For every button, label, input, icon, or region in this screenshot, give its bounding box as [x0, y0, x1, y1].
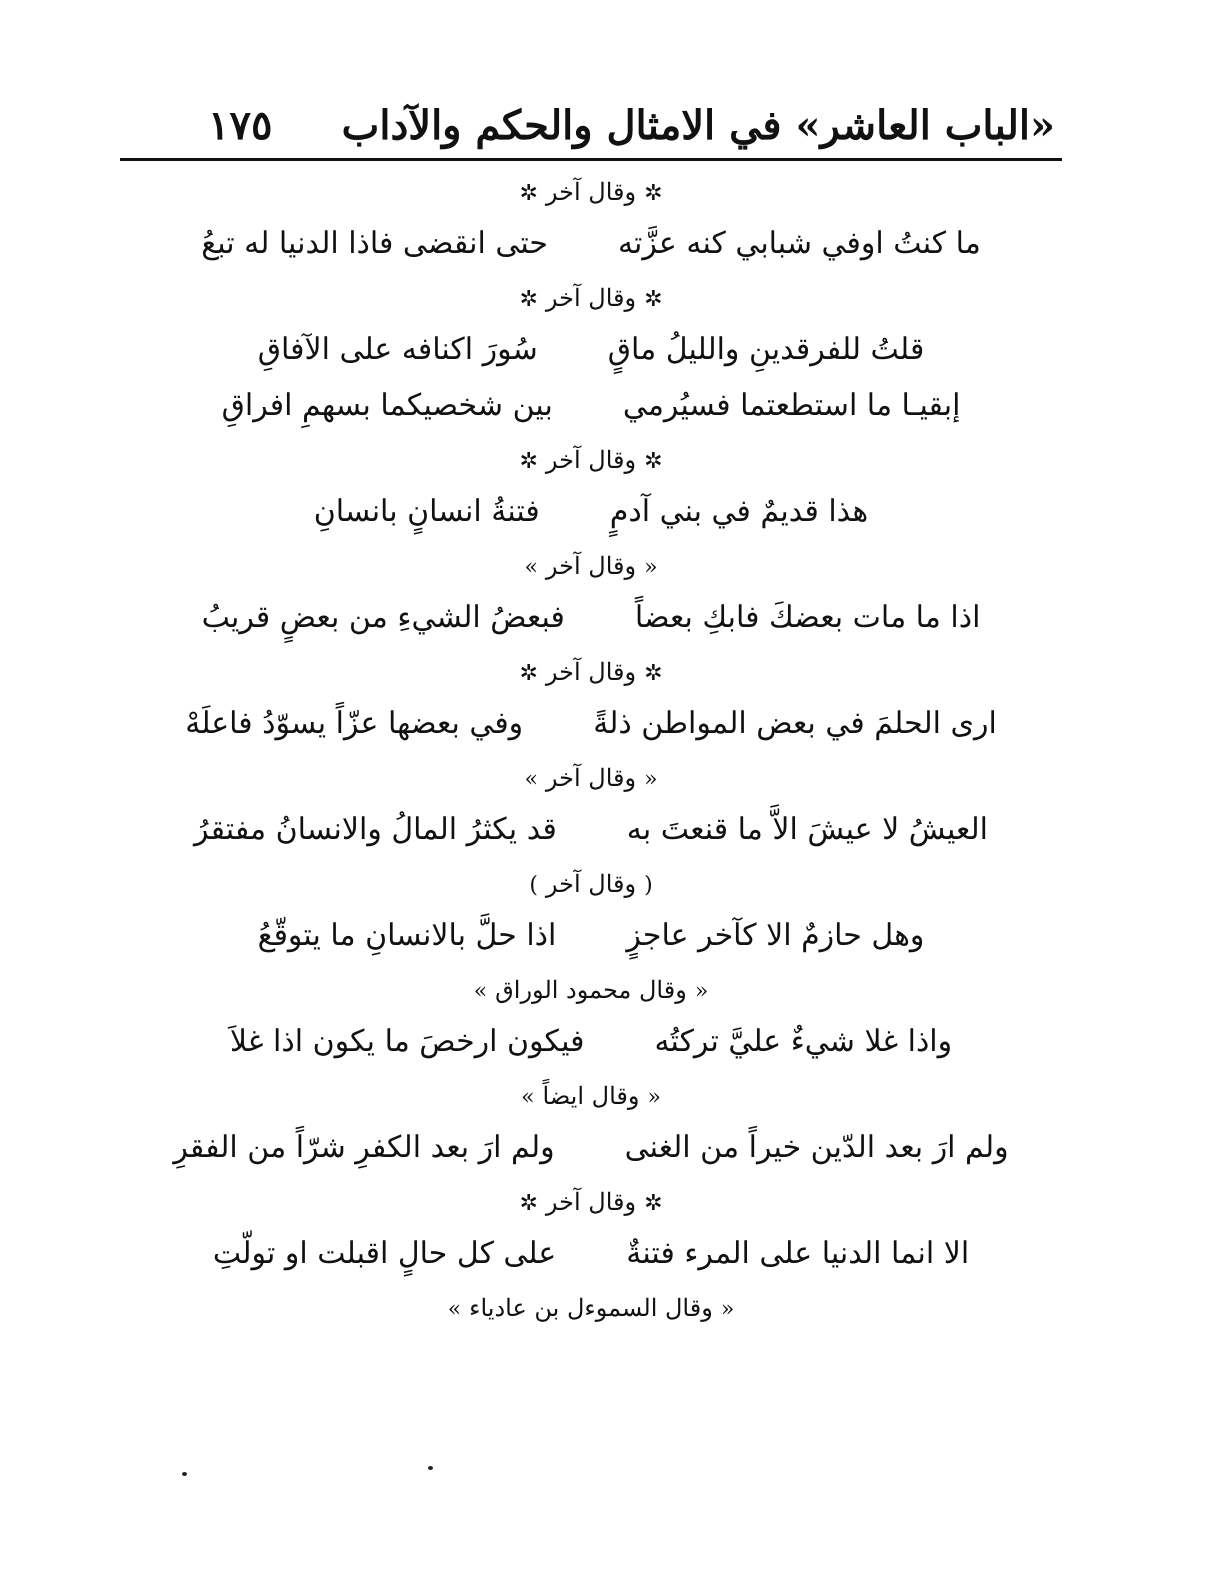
verse-second-hemistich: حتى انقضى فاذا الدنيا له تبعُ: [201, 225, 548, 261]
section-heading: [120, 751, 1062, 801]
verse-line: [120, 483, 1062, 539]
verse-line: [120, 377, 1062, 433]
ornament-icon: ✲: [644, 661, 663, 686]
verse-second-hemistich: وفي بعضها عزّاً يسوّدُ فاعلَهْ: [185, 705, 524, 741]
verse-first-hemistich: اذا ما مات بعضكَ فابكِ بعضاً: [634, 599, 981, 635]
ornament-icon: ✲: [644, 287, 663, 312]
section-heading: [120, 645, 1062, 695]
running-title: «الباب العاشر» في الامثال والحكم والآداب: [341, 102, 1055, 149]
verse-second-hemistich: بين شخصيكما بسهمِ افراقِ: [221, 387, 553, 423]
verse-line: [120, 1119, 1062, 1175]
verse-line: [120, 321, 1062, 377]
close-quote-mark: »: [524, 555, 538, 580]
verse-second-hemistich: على كل حالٍ اقبلت او تولّتِ: [212, 1235, 557, 1271]
open-quote-mark: «: [647, 1085, 661, 1110]
close-quote-mark: »: [447, 1297, 462, 1322]
verse-second-hemistich: فيكون ارخصَ ما يكون اذا غلاَ: [229, 1023, 585, 1059]
verse-first-hemistich: ارى الحلمَ في بعض المواطن ذلةً: [593, 705, 997, 741]
verse-line: [120, 1225, 1062, 1281]
verse-second-hemistich: قد يكثرُ المالُ والانسانُ مفتقرُ: [194, 811, 557, 847]
section-heading-text: وقال آخر: [545, 178, 637, 206]
verse-first-hemistich: هذا قديمٌ في بني آدمٍ: [609, 493, 869, 529]
section-heading: [120, 1175, 1062, 1225]
header-rule: [120, 158, 1062, 161]
section-heading: [120, 433, 1062, 483]
verse-first-hemistich: قلتُ للفرقدينِ والليلُ ماقٍ: [607, 331, 925, 367]
section-heading: [120, 271, 1062, 321]
close-quote-mark: »: [521, 1085, 535, 1110]
verse-first-hemistich: الا انما الدنيا على المرء فتنةٌ: [626, 1235, 970, 1271]
verse-line: [120, 1013, 1062, 1069]
section-heading-text: وقال ايضاً: [542, 1082, 640, 1110]
section-heading: [120, 963, 1062, 1013]
ornament-icon: ✲: [644, 449, 663, 474]
verse-second-hemistich: فبعضُ الشيءِ من بعضٍ قريبُ: [201, 599, 565, 635]
verse-first-hemistich: ولم ارَ بعد الدّين خيراً من الغنى: [624, 1129, 1009, 1165]
open-quote-mark: «: [644, 555, 658, 580]
poem-content: [120, 165, 1062, 1331]
ornament-icon: ✲: [519, 181, 538, 206]
verse-line: [120, 215, 1062, 271]
section-heading: [120, 165, 1062, 215]
verse-second-hemistich: سُورَ اكنافه على الآفاقِ: [257, 331, 538, 367]
ornament-icon: ✲: [644, 1191, 663, 1216]
verse-line: [120, 907, 1062, 963]
section-heading-text: وقال آخر: [545, 284, 637, 312]
verse-first-hemistich: العيشُ لا عيشَ الاَّ ما قنعتَ به: [626, 811, 988, 847]
ornament-icon: ✲: [519, 287, 538, 312]
open-quote-mark: «: [644, 767, 658, 792]
verse-first-hemistich: واذا غلا شيءٌ عليَّ تركتُه: [654, 1023, 953, 1059]
ornament-icon: ✲: [644, 181, 663, 206]
section-heading-text: وقال محمود الوراق: [495, 976, 687, 1004]
section-heading-text: وقال آخر: [545, 446, 637, 474]
verse-second-hemistich: اذا حلَّ بالانسانِ ما يتوقّعُ: [257, 917, 557, 953]
open-quote-mark: «: [694, 979, 709, 1004]
section-heading: [120, 1069, 1062, 1119]
ornament-icon: ✲: [519, 449, 538, 474]
open-paren-mark: (: [644, 873, 653, 898]
section-heading-text: وقال آخر: [545, 1188, 637, 1216]
verse-line: [120, 801, 1062, 857]
close-paren-mark: ): [529, 873, 538, 898]
section-heading: [120, 539, 1062, 589]
close-quote-mark: »: [524, 767, 538, 792]
ornament-icon: ✲: [519, 1191, 538, 1216]
verse-first-hemistich: ما كنتُ اوفي شبابي كنه عزَّته: [617, 225, 981, 261]
section-heading-text: وقال آخر: [545, 552, 637, 580]
print-speck: [182, 1472, 187, 1476]
section-heading-text: وقال السموءل بن عادياء: [469, 1294, 713, 1322]
verse-line: [120, 589, 1062, 645]
print-speck: [428, 1466, 433, 1470]
verse-line: [120, 695, 1062, 751]
page-number: ١٧٥: [208, 102, 273, 149]
section-heading-text: وقال آخر: [545, 764, 637, 792]
verse-second-hemistich: ولم ارَ بعد الكفرِ شرّاً من الفقرِ: [173, 1129, 555, 1165]
section-heading: [120, 1281, 1062, 1331]
running-head: [118, 96, 1063, 160]
verse-first-hemistich: إبقيـا ما استطعتما فسيُرمي: [622, 387, 961, 423]
close-quote-mark: »: [473, 979, 488, 1004]
verse-second-hemistich: فتنةُ انسانٍ بانسانِ: [313, 493, 540, 529]
section-heading-text: وقال آخر: [545, 870, 637, 898]
ornament-icon: ✲: [519, 661, 538, 686]
section-heading: [120, 857, 1062, 907]
open-quote-mark: «: [720, 1297, 735, 1322]
section-heading-text: وقال آخر: [545, 658, 637, 686]
verse-first-hemistich: وهل حازمٌ الا كآخر عاجزٍ: [626, 917, 925, 953]
